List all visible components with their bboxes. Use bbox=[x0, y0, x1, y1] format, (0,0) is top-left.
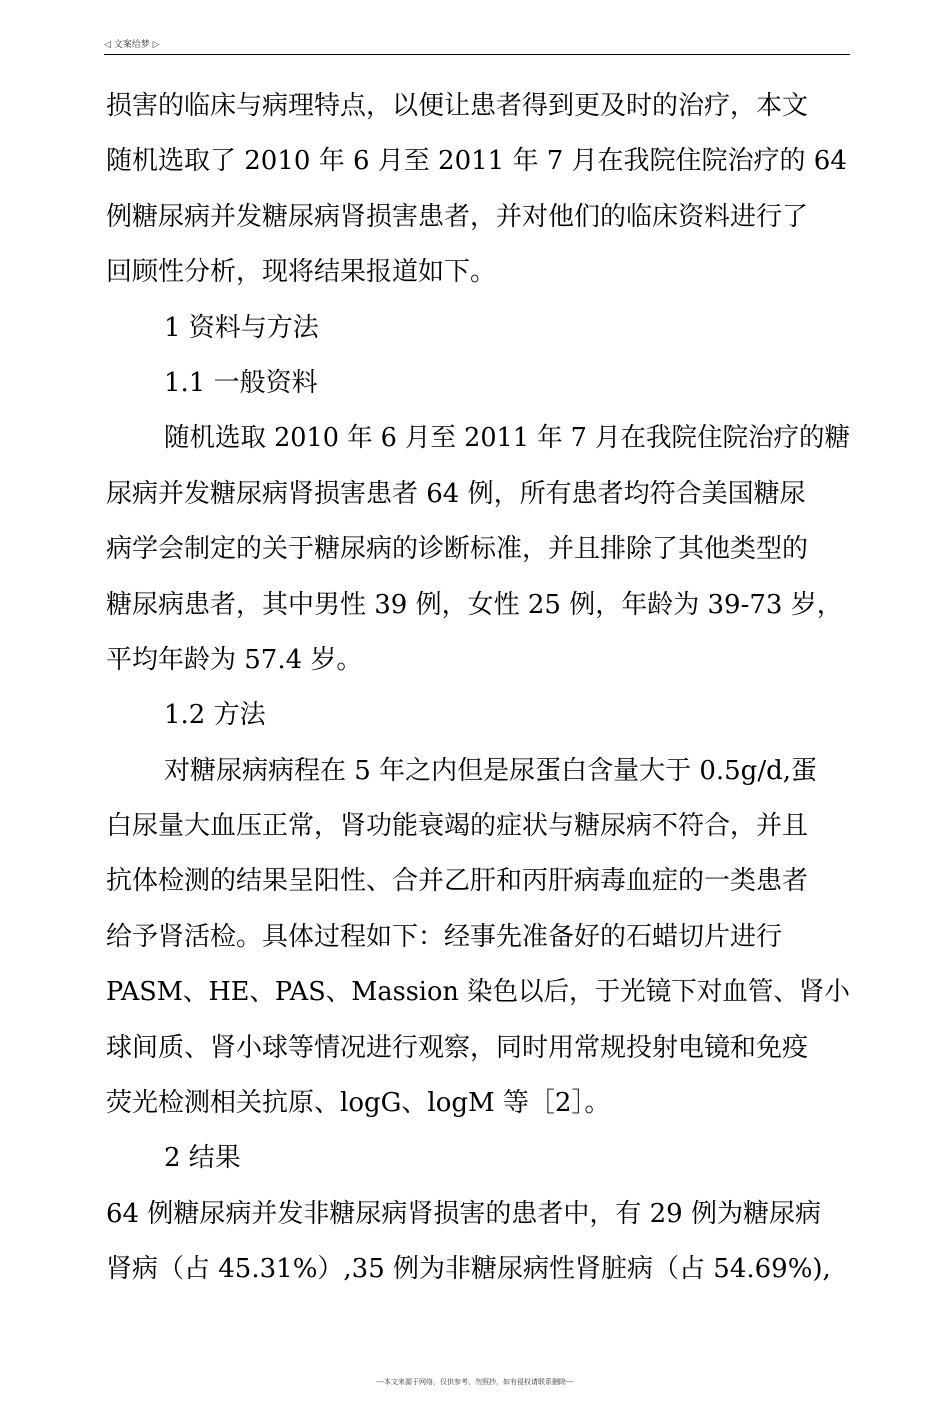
text-line-content: 平均年龄为 57.4 岁。 bbox=[106, 644, 363, 675]
text-line-content: 1 资料与方法 bbox=[164, 312, 319, 343]
page-footer: ---本文来源于网络，仅供参考，勿照抄，如有侵权请联系删除--- bbox=[376, 1378, 574, 1386]
text-line bbox=[106, 467, 850, 522]
text-line-content: 给予肾活检。具体过程如下：经事先准备好的石蜡切片进行 bbox=[106, 921, 783, 952]
text-line bbox=[106, 965, 850, 1020]
text-line-content: 白尿量大血压正常，肾功能衰竭的症状与糖尿病不符合，并且 bbox=[106, 811, 809, 842]
text-line-content: 肾病（占 45.31%）,35 例为非糖尿病性肾脏病（占 54.69%), bbox=[106, 1254, 831, 1285]
text-line bbox=[106, 1021, 850, 1076]
text-line-content: 损害的临床与病理特点，以便让患者得到更及时的治疗，本文 bbox=[106, 91, 809, 121]
text-line-content: 1.1 一般资料 bbox=[164, 367, 318, 398]
text-line-content: 回顾性分析，现将结果报道如下。 bbox=[106, 257, 497, 288]
text-line-content: 随机选取 2010 年 6 月至 2011 年 7 月在我院住院治疗的糖 bbox=[164, 423, 850, 454]
text-line-content: 例糖尿病并发糖尿病肾损害患者，并对他们的临床资料进行了 bbox=[106, 201, 809, 232]
text-line-content: 球间质、肾小球等情况进行观察，同时用常规投射电镜和免疫 bbox=[106, 1032, 809, 1063]
text-line bbox=[106, 301, 850, 356]
text-line bbox=[106, 356, 850, 411]
text-line bbox=[106, 1242, 850, 1297]
text-line bbox=[106, 1187, 850, 1242]
text-line bbox=[106, 1076, 850, 1131]
text-line bbox=[106, 799, 850, 854]
text-line-content: 尿病并发糖尿病肾损害患者 64 例，所有患者均符合美国糖尿 bbox=[106, 478, 806, 509]
document-body bbox=[106, 79, 850, 1298]
text-line bbox=[106, 190, 850, 245]
text-line bbox=[106, 522, 850, 577]
page-header bbox=[104, 38, 850, 55]
text-line bbox=[106, 910, 850, 965]
text-line bbox=[106, 411, 850, 466]
text-line bbox=[106, 688, 850, 743]
text-line bbox=[106, 633, 850, 688]
text-line bbox=[106, 245, 850, 300]
text-line-content: 64 例糖尿病并发非糖尿病肾损害的患者中，有 29 例为糖尿病 bbox=[106, 1198, 821, 1229]
text-line-content: PASM、HE、PAS、Massion 染色以后，于光镜下对血管、肾小 bbox=[106, 977, 850, 1008]
header-text: ◁ 文案给梦 ▷ bbox=[104, 40, 160, 50]
text-line-content: 2 结果 bbox=[164, 1143, 241, 1174]
text-line bbox=[106, 578, 850, 633]
text-line-content: 糖尿病患者，其中男性 39 例，女性 25 例，年龄为 39-73 岁， bbox=[106, 589, 843, 620]
text-line bbox=[106, 134, 850, 189]
text-line-content: 荧光检测相关抗原、logG、logM 等［2］。 bbox=[106, 1088, 611, 1119]
text-line-content: 随机选取了 2010 年 6 月至 2011 年 7 月在我院住院治疗的 64 bbox=[106, 146, 847, 177]
text-line-content: 对糖尿病病程在 5 年之内但是尿蛋白含量大于 0.5g/d,蛋 bbox=[164, 755, 817, 786]
text-line-content: 1.2 方法 bbox=[164, 700, 266, 731]
text-line-content: 抗体检测的结果呈阳性、合并乙肝和丙肝病毒血症的一类患者 bbox=[106, 866, 809, 897]
text-line bbox=[106, 1131, 850, 1186]
text-line bbox=[106, 79, 850, 134]
text-line-content: 病学会制定的关于糖尿病的诊断标准，并且排除了其他类型的 bbox=[106, 534, 809, 565]
text-line bbox=[106, 744, 850, 799]
text-line bbox=[106, 854, 850, 909]
